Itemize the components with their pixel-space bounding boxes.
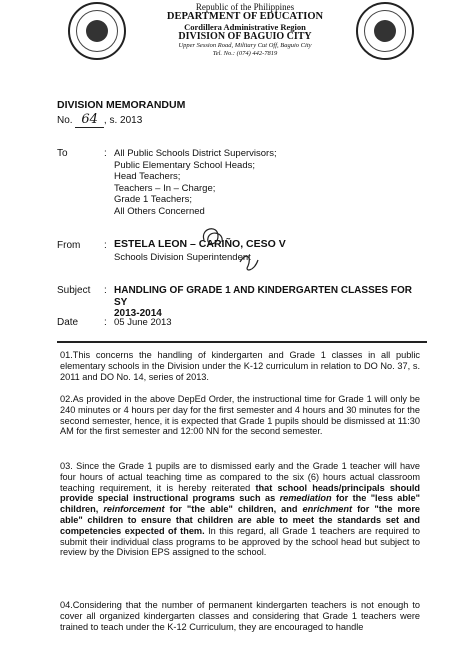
recipient-item: Grade 1 Teachers;	[114, 194, 192, 205]
paragraph-emphasis: that school heads/principals should provide special instructional programs such as	[60, 482, 420, 504]
letterhead-tel: Tel. No.: (074) 442-7819	[212, 50, 278, 57]
subject-colon: :	[104, 285, 107, 296]
to-label: To	[57, 148, 68, 159]
memo-no-value: 64	[75, 112, 104, 128]
seal-emblem	[86, 20, 108, 42]
letterhead-address: Upper Session Road, Military Cut Off, Baguio City	[178, 42, 312, 49]
paragraph-03	[60, 461, 420, 558]
memo-no-prefix: No.	[57, 115, 73, 126]
paragraph-emphasis: for "the able" children, and	[164, 504, 303, 515]
from-colon: :	[104, 240, 107, 251]
recipient-item: All Public Schools District Supervisors;	[114, 148, 277, 159]
paragraph-number: 04.	[60, 600, 73, 610]
subject-text	[114, 285, 414, 320]
date-label: Date	[57, 317, 79, 328]
paragraph-text: This concerns the handling of kindergarten and Grade 1 classes in all public elementary schools in the Division under the K-12 curriculum in relation to DO No. 37, s. 2011 and DO No. 14, series of 2013.	[60, 350, 420, 382]
paragraph-number: 02.	[60, 394, 73, 404]
subject-line: 2013-2014	[114, 308, 162, 319]
date-value: 05 June 2013	[114, 317, 172, 328]
paragraph-emphasis: remediation	[279, 493, 332, 504]
paragraph-01	[60, 350, 420, 382]
to-recipients	[114, 148, 277, 217]
paragraph-number: 01.	[60, 350, 73, 360]
recipient-item: All Others Concerned	[114, 205, 205, 217]
paragraph-text: As provided in the above DepEd Order, the instructional time for Grade 1 will only be 240 minutes or 4 hours per day for the first semester and 4 hours and 30 minutes for the second semester, hence, it is expected that Grade 1 pupils should be dismissed at 11:30 AM for the first semester and 12:00 NN for the second semester.	[60, 394, 420, 437]
subject-line: HANDLING OF GRADE 1 AND KINDERGARTEN CLASSES FOR SY	[114, 285, 412, 308]
baguio-city-seal-icon	[356, 2, 414, 60]
letterhead-department: DEPARTMENT OF EDUCATION	[166, 11, 324, 22]
letterhead-division: DIVISION OF BAGUIO CITY	[178, 31, 312, 42]
subject-label: Subject	[57, 285, 91, 296]
paragraph-emphasis: for the "less able" children,	[60, 493, 421, 515]
letterhead	[140, 2, 350, 58]
deped-seal-icon	[68, 2, 126, 60]
memo-title: DIVISION MEMORANDUM	[57, 99, 186, 111]
paragraph-emphasis: enrichment	[302, 504, 353, 515]
from-name: ESTELA LEON – CARIÑO, CESO V	[114, 238, 286, 250]
date-colon: :	[104, 317, 107, 328]
paragraph-text: In this regard, all Grade 1 teachers are required to submit their individual class programs to be approved by the school head but subject to review by the Division EPS assigned to the school.	[60, 525, 420, 558]
memo-series: , s. 2013	[103, 115, 143, 126]
recipient-item: Head Teachers;	[114, 171, 181, 182]
seal-emblem	[374, 20, 396, 42]
to-colon: :	[104, 148, 107, 159]
paragraph-emphasis: for "the more able" children to ensure that children are able to meet the standards set and competencies expected of them.	[60, 504, 421, 536]
paragraph-emphasis: reinforcement	[103, 504, 165, 515]
from-label: From	[57, 240, 81, 251]
from-position: Schools Division Superintendent	[114, 252, 251, 263]
paragraph-04	[60, 600, 420, 632]
paragraph-02	[60, 394, 420, 437]
paragraph-number: 03.	[60, 461, 73, 471]
signature-icon	[196, 222, 266, 277]
paragraph-text: Considering that the number of permanent kindergarten teachers is not enough to cover all organized kindergarten classes and considering that Grade 1 teachers were trained to teach under the K-12 Curriculum, they are encouraged to handle	[60, 600, 420, 632]
recipient-item: Teachers – In – Charge;	[114, 182, 216, 194]
paragraph-text: Since the Grade 1 pupils are to dismissed early and the Grade 1 teacher will have four hours of actual teaching time as compared to the six (6) hours actual classroom teaching requirement, it is hereby reiterated	[60, 461, 420, 493]
letterhead-republic: Republic of the Philippines	[195, 2, 295, 12]
letterhead-region: Cordillera Administrative Region	[184, 22, 306, 32]
section-divider	[57, 341, 427, 343]
memo-number	[57, 112, 142, 127]
recipient-item: Public Elementary School Heads;	[114, 159, 255, 171]
